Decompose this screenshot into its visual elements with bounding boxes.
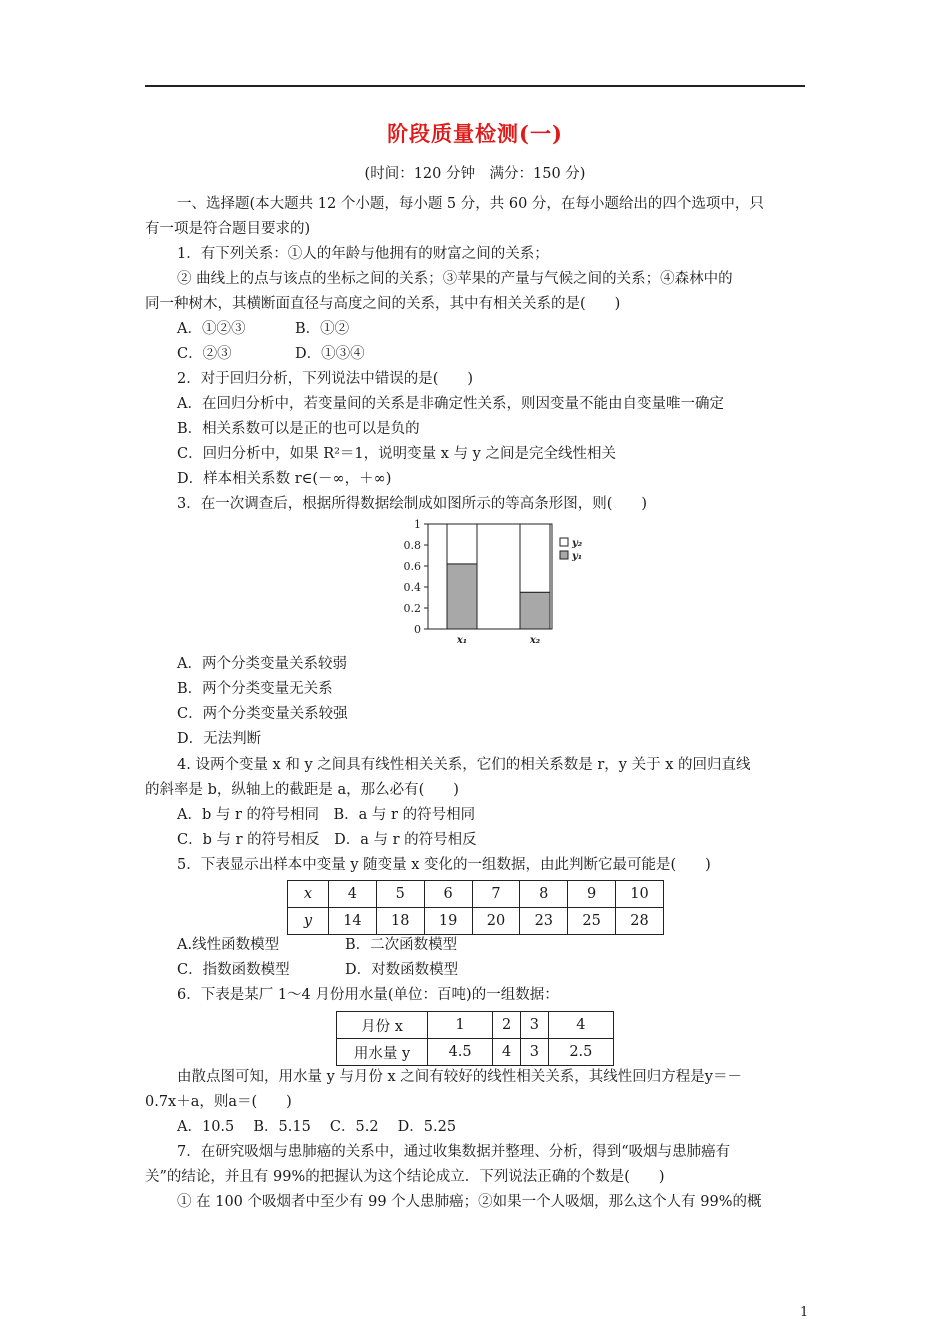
table-cell: 2 (493, 1012, 521, 1039)
table-cell: 14 (329, 908, 377, 935)
question-6-stem-cont: 0.7x＋a，则a＝( ) (145, 1094, 292, 1110)
table-header-cell: x (288, 881, 329, 908)
option-a: A．①②③ (177, 321, 246, 337)
bar-segment-y₁ (447, 564, 477, 629)
x-tick-label: x₂ (529, 635, 541, 646)
table-cell: 6 (424, 881, 472, 908)
table-cell: 7 (472, 881, 520, 908)
section-instruction: 一、选择题(本大题共 12 个小题，每小题 5 分，共 60 分，在每小题给出的四个选项中，只 (177, 196, 764, 212)
question-6: 6．下表是某厂 1～4 月份用水量(单位：百吨)的一组数据： (177, 987, 559, 1003)
option-b: B．两个分类变量无关系 (177, 681, 333, 697)
table-cell: 19 (424, 908, 472, 935)
question-3: 3．在一次调查后，根据所得数据绘制成如图所示的等高条形图，则( ) (177, 496, 648, 512)
options-a-b: A．b 与 r 的符号相同 B．a 与 r 的符号相同 (177, 807, 476, 823)
legend-swatch (560, 538, 568, 546)
question-1-cont: ② 曲线上的点与该点的坐标之间的关系；③苹果的产量与气候之间的关系；④森林中的 (177, 271, 733, 287)
option-b: B．相关系数可以是正的也可以是负的 (177, 421, 420, 437)
table-cell: 25 (568, 908, 616, 935)
table-cell: 4 (493, 1039, 521, 1066)
option-d: D．对数函数模型 (345, 962, 459, 978)
option-b: B．二次函数模型 (345, 937, 458, 953)
bar-segment-y₂ (447, 524, 477, 564)
table-header-cell: 月份 x (337, 1012, 428, 1039)
options-c-d: C．b 与 r 的符号相反 D．a 与 r 的符号相反 (177, 832, 477, 848)
bar-segment-y₁ (520, 592, 550, 629)
question-2: 2．对于回归分析，下列说法中错误的是( ) (177, 371, 474, 387)
data-table-q6 (336, 1011, 614, 1066)
header-rule (145, 85, 805, 87)
table-cell: 23 (520, 908, 568, 935)
question-4: 4. 设两个变量 x 和 y 之间具有线性相关关系，它们的相关系数是 r，y 关于 x 的回归直线 (177, 757, 751, 773)
table-cell: 20 (472, 908, 520, 935)
options-q6: A．10.5 B．5.15 C．5.2 D．5.25 (177, 1119, 457, 1135)
page-number: 1 (800, 1305, 809, 1320)
table-cell: 2.5 (548, 1039, 613, 1066)
table-cell: 8 (520, 881, 568, 908)
question-6-stem: 由散点图可知，用水量 y 与月份 x 之间有较好的线性相关关系，其线性回归方程是y＝－ (177, 1069, 742, 1085)
table-cell: 5 (376, 881, 424, 908)
y-tick-label: 0.6 (403, 560, 421, 573)
table-row (288, 908, 664, 935)
question-1: 1．有下列关系：①人的年龄与他拥有的财富之间的关系； (177, 246, 549, 262)
question-4-cont: 的斜率是 b，纵轴上的截距是 a，那么必有( ) (145, 782, 459, 798)
y-tick-label: 0 (414, 623, 421, 636)
option-d: D．无法判断 (177, 731, 262, 747)
question-7: 7．在研究吸烟与患肺癌的关系中，通过收集数据并整理、分析，得到“吸烟与患肺癌有 (177, 1144, 731, 1160)
table-cell: 1 (428, 1012, 493, 1039)
option-d: D．①③④ (295, 346, 365, 362)
table-row (337, 1039, 614, 1066)
question-7-cont: 关”的结论，并且有 99%的把握认为这个结论成立．下列说法正确的个数是( ) (145, 1169, 665, 1185)
table-row (337, 1012, 614, 1039)
table-row (288, 881, 664, 908)
option-c: C．指数函数模型 (177, 962, 290, 978)
bar-segment-y₂ (520, 524, 550, 592)
option-b: B．①② (295, 321, 350, 337)
exam-info: (时间：120 分钟 满分：150 分) (364, 166, 586, 182)
option-a: A．在回归分析中，若变量间的关系是非确定性关系，则因变量不能由自变量唯一确定 (177, 396, 724, 412)
table-cell: 4.5 (428, 1039, 493, 1066)
table-header-cell: 用水量 y (337, 1039, 428, 1066)
y-tick-label: 0.2 (403, 602, 421, 615)
table-cell: 3 (520, 1039, 548, 1066)
stacked-bar-chart (395, 518, 595, 648)
question-7-items: ① 在 100 个吸烟者中至少有 99 个人患肺癌；②如果一个人吸烟，那么这个人有 99%的概 (177, 1194, 762, 1210)
option-c: C．②③ (177, 346, 232, 362)
table-cell: 4 (329, 881, 377, 908)
option-a: A．两个分类变量关系较弱 (177, 656, 347, 672)
y-tick-label: 0.8 (403, 539, 421, 552)
data-table-q5 (287, 880, 664, 935)
section-instruction-cont: 有一项是符合题目要求的) (145, 221, 311, 237)
option-d: D．样本相关系数 r∈(－∞，＋∞) (177, 471, 392, 487)
question-1-cont: 同一种树木，其横断面直径与高度之间的关系，其中有相关关系的是( ) (145, 296, 621, 312)
option-a: A.线性函数模型 (177, 937, 280, 953)
table-cell: 9 (568, 881, 616, 908)
y-tick-label: 1 (414, 518, 421, 531)
y-tick-label: 0.4 (403, 581, 421, 594)
legend-swatch (560, 551, 568, 559)
question-5: 5．下表显示出样本中变量 y 随变量 x 变化的一组数据，由此判断它最可能是( ) (177, 857, 711, 873)
table-cell: 28 (616, 908, 664, 935)
table-header-cell: y (288, 908, 329, 935)
page-title: 阶段质量检测(一) (387, 121, 563, 146)
table-cell: 3 (520, 1012, 548, 1039)
legend-label: y₂ (572, 538, 583, 549)
x-tick-label: x₁ (456, 635, 468, 646)
option-c: C．回归分析中，如果 R²＝1，说明变量 x 与 y 之间是完全线性相关 (177, 446, 616, 462)
table-cell: 10 (616, 881, 664, 908)
table-cell: 4 (548, 1012, 613, 1039)
legend-label: y₁ (572, 551, 583, 562)
table-cell: 18 (376, 908, 424, 935)
option-c: C．两个分类变量关系较强 (177, 706, 348, 722)
